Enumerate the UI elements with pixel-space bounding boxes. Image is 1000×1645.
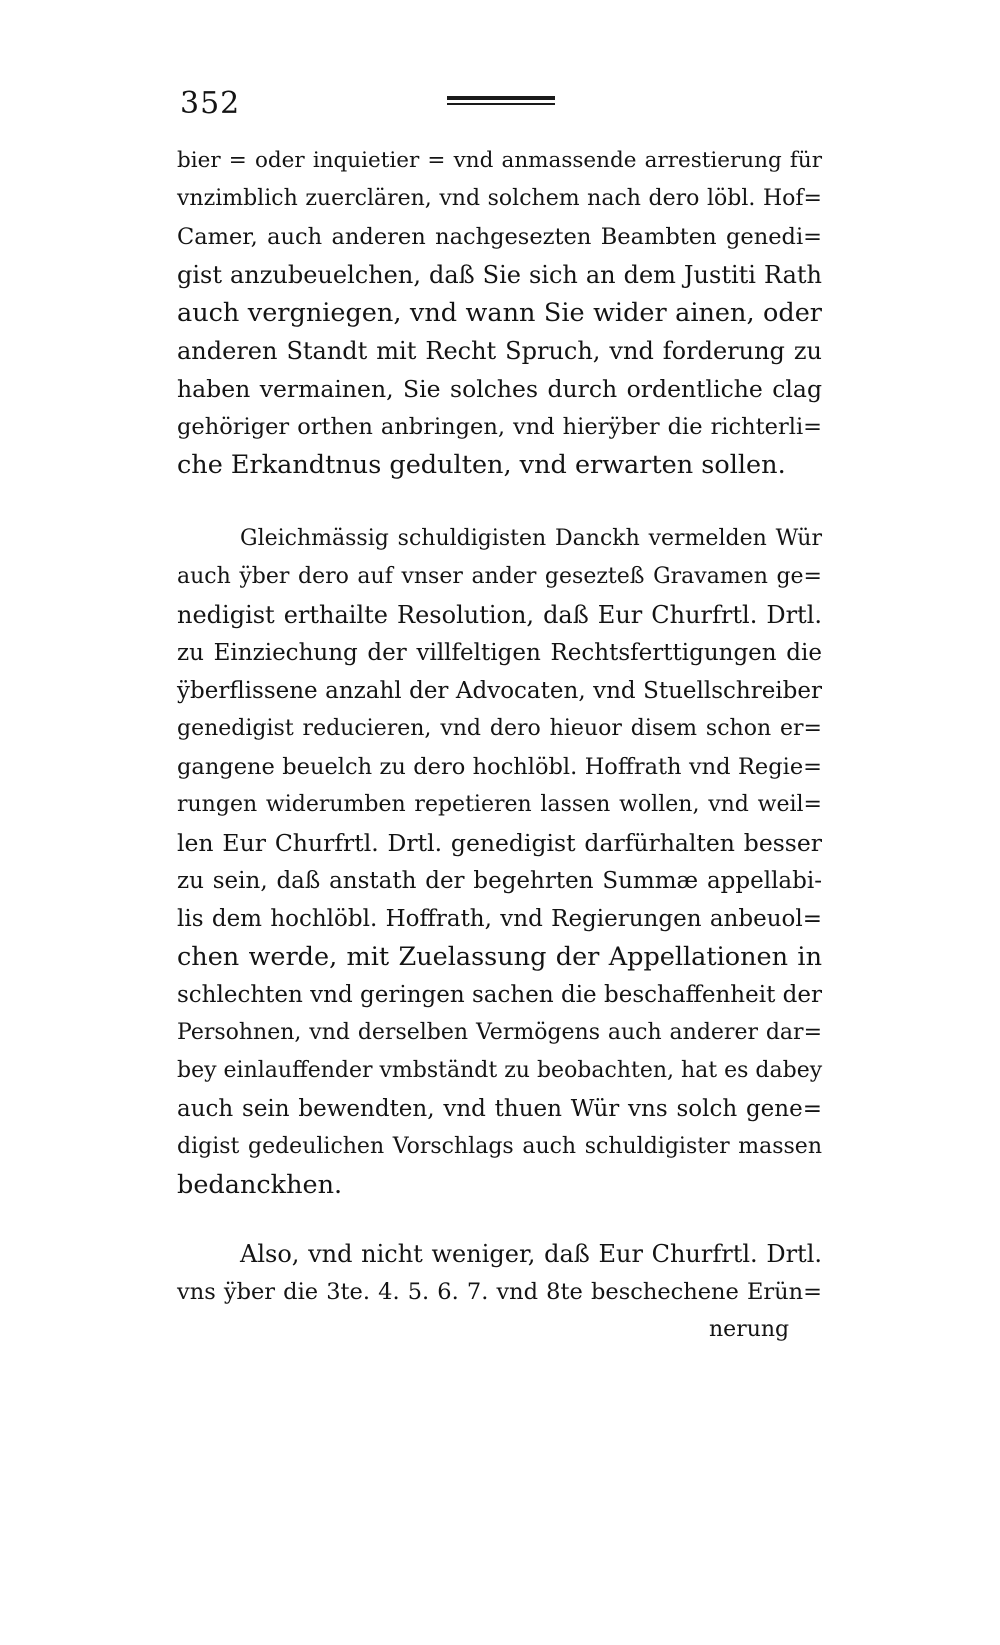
text-line: gangene beuelch zu dero hochlöbl. Hoffrath vnd Regie=: [177, 754, 822, 780]
text-line: auch sein bewendten, vnd thuen Wür vns solch gene=: [177, 1096, 822, 1122]
text-line: Also, vnd nicht weniger, daß Eur Churfrtl. Drtl.: [240, 1240, 822, 1268]
text-line: gehöriger orthen anbringen, vnd hierÿber die richterli=: [177, 414, 822, 440]
header-rule-ornament: [447, 96, 555, 108]
text-line: ÿberflissene anzahl der Advocaten, vnd Stuellschreiber: [177, 678, 822, 704]
text-line: Camer, auch anderen nachgesezten Beambten genedi=: [177, 224, 822, 250]
text-line: gist anzubeuelchen, daß Sie sich an dem Justiti Rath: [177, 261, 822, 289]
text-line: haben vermainen, Sie solches durch ordentliche clag: [177, 375, 822, 403]
text-line: lis dem hochlöbl. Hoffrath, vnd Regierungen anbeuol=: [177, 906, 822, 932]
text-line: Gleichmässig schuldigisten Danckh vermelden Wür: [240, 526, 822, 551]
text-line: genedigist reducieren, vnd dero hieuor disem schon er=: [177, 716, 822, 741]
text-line: bey einlauffender vmbständt zu beobachten, hat es dabey: [177, 1058, 823, 1083]
text-line: schlechten vnd geringen sachen die beschaffenheit der: [177, 982, 822, 1008]
text-line: rungen widerumben repetieren lassen wollen, vnd weil=: [177, 792, 822, 817]
text-line: digist gedeulichen Vorschlags auch schuldigister massen: [177, 1134, 822, 1159]
text-line: vnzimblich zuerclären, vnd solchem nach dero löbl. Hof=: [177, 186, 822, 211]
text-line: bedanckhen.: [177, 1170, 343, 1200]
text-line: nedigist erthailte Resolution, daß Eur Churfrtl. Drtl.: [177, 601, 822, 629]
catchword: nerung: [709, 1317, 790, 1342]
text-line: zu Einziechung der villfeltigen Rechtsferttigungen die: [177, 640, 822, 666]
text-line: vns ÿber die 3te. 4. 5. 6. 7. vnd 8te beschechene Erün=: [177, 1279, 822, 1305]
text-line: auch vergniegen, vnd wann Sie wider ainen, oder: [177, 298, 822, 328]
text-line: auch ÿber dero auf vnser ander gesezteß Gravamen ge=: [177, 564, 822, 589]
page-number: 352: [180, 86, 241, 121]
text-line: len Eur Churfrtl. Drtl. genedigist darfürhalten besser: [177, 829, 822, 857]
text-line: bier = oder inquietier = vnd anmassende arrestierung für: [177, 148, 822, 173]
text-line: Persohnen, vnd derselben Vermögens auch anderer dar=: [177, 1020, 822, 1045]
text-line: zu sein, daß anstath der begehrten Summæ appellabi-: [177, 868, 822, 894]
text-line: che Erkandtnus gedulten, vnd erwarten sollen.: [177, 450, 786, 480]
text-line: anderen Standt mit Recht Spruch, vnd forderung zu: [177, 337, 822, 365]
text-line: chen werde, mit Zuelassung der Appellationen in: [177, 942, 822, 972]
